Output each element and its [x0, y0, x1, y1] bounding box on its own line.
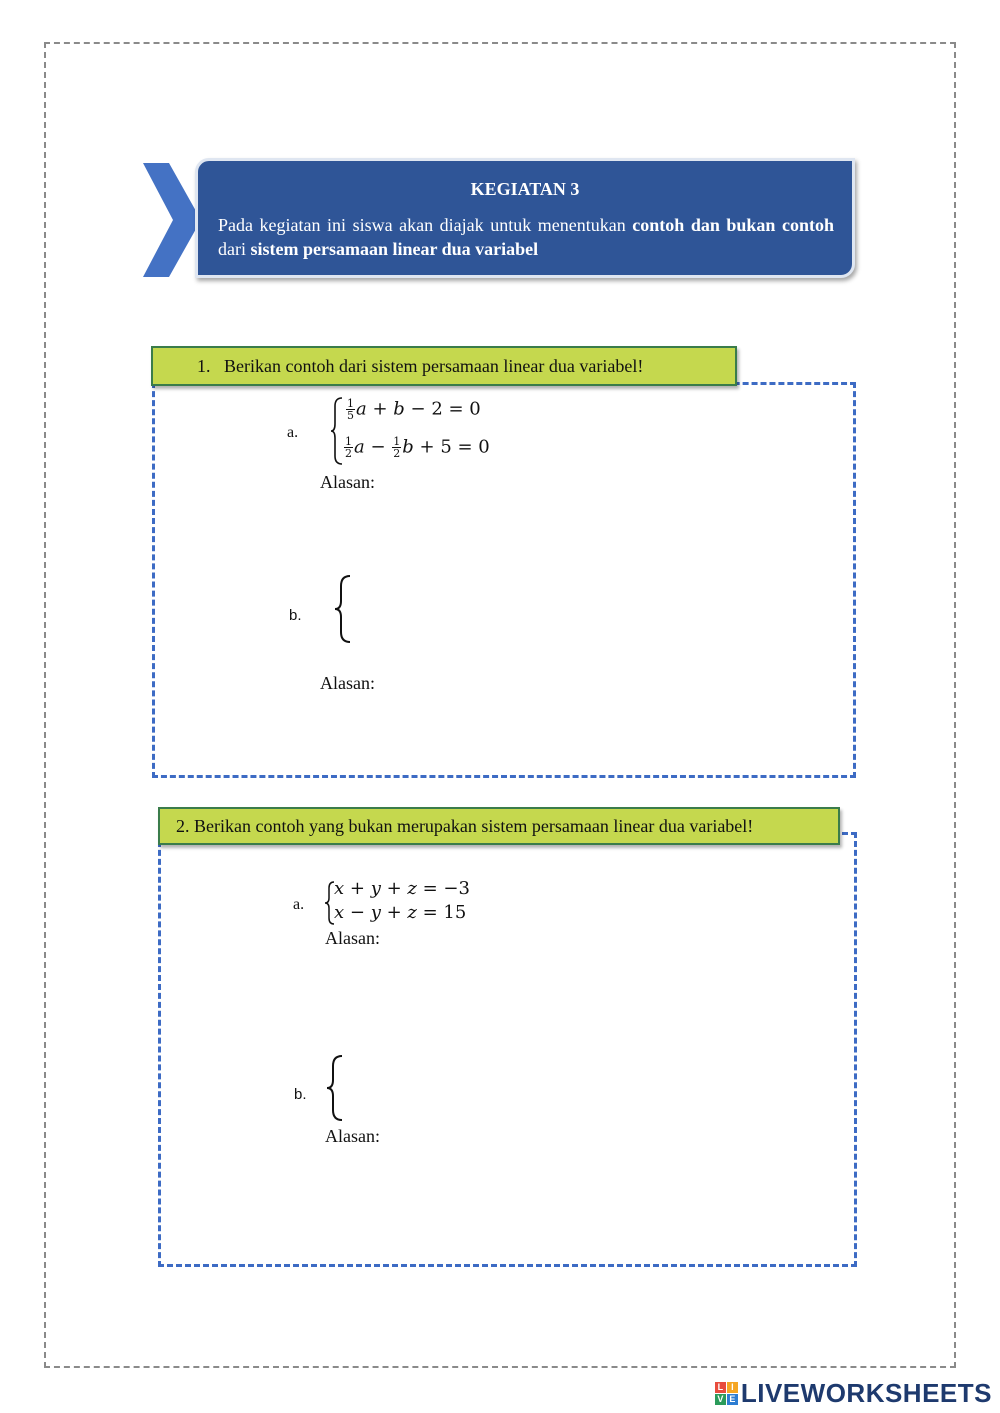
logo-text: LIVEWORKSHEETS: [740, 1378, 992, 1408]
question-1-answer-box: [152, 382, 856, 778]
q2a-alasan-label: Alasan:: [325, 928, 380, 948]
q2a-equation-2: x − y + z = 15: [334, 902, 467, 923]
liveworksheets-logo: [715, 1378, 992, 1409]
q2a-equation-1: x + y + z = −3: [334, 878, 470, 899]
question-2-answer-box: [158, 832, 857, 1267]
q1a-alasan-label: Alasan:: [320, 472, 375, 492]
q2b-alasan-label: Alasan:: [325, 1126, 380, 1146]
q2-item-b-letter: b.: [294, 1086, 307, 1103]
q1a-equation-2: $\frac{1}{2}$ a − $\frac{1}{2}$ b + 5 = 0: [345, 435, 490, 460]
activity-description: Pada kegiatan ini siswa akan diajak untuk menentukan contoh dan bukan contoh dari sistem persamaan linear dua variabel: [218, 215, 835, 259]
question-2-label: 2. Berikan contoh yang bukan merupakan sistem persamaan linear dua variabel!: [158, 807, 840, 845]
q2-item-a-letter: a.: [293, 896, 305, 913]
q2b-empty-brace: [325, 1054, 345, 1122]
q1b-alasan-label: Alasan:: [320, 673, 375, 693]
logo-grid-icon: L I V E: [715, 1382, 738, 1405]
activity-header-card: [195, 158, 855, 278]
q1-item-b-letter: b.: [289, 607, 302, 624]
q1-item-a-letter: a.: [287, 424, 299, 441]
question-1-label: 1. Berikan contoh dari sistem persamaan linear dua variabel!: [151, 346, 737, 386]
chevron-arrow-icon: [143, 163, 203, 277]
q1a-equation-1: $\frac{1}{5}$ a + b − 2 = 0: [347, 397, 481, 422]
activity-title: KEGIATAN 3: [470, 179, 580, 199]
q1b-empty-brace: [332, 574, 354, 644]
q1a-brace: [330, 396, 344, 466]
